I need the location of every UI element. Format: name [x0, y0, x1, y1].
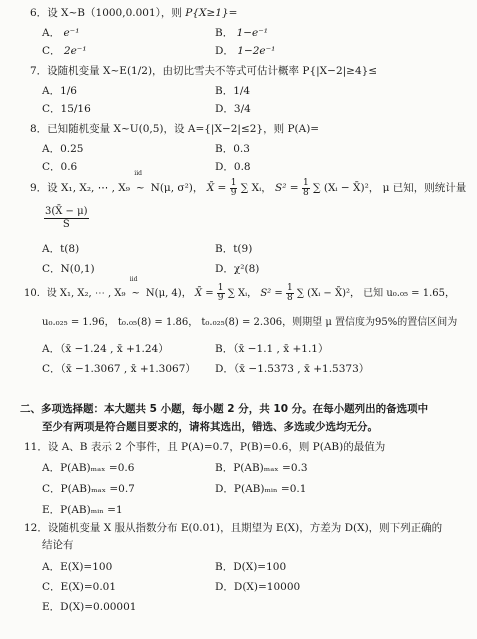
question-10-stem: 10．设 X₁, X₂, ⋯ , X₉ iid ~ N(μ, 4)， X̄ = $\frac{1}{9}$ ∑ Xᵢ， S² = $\frac{1}{8}$ ∑ (Xᵢ − X̄)²， 已知 u₀.₀₅ = 1.65， — [24, 276, 455, 303]
q6-option-b: B． 1−e⁻¹ — [215, 27, 269, 39]
q12-option-c: C．E(X)=0.01 — [42, 581, 117, 593]
q9-statistic: $\frac{3(X̄ - \mu)}{S}$ — [45, 206, 88, 230]
q7-option-c: C．15/16 — [42, 103, 91, 115]
q8-option-a: A．0.25 — [42, 143, 84, 155]
q11-option-b: B．P(AB)ₘₐₓ =0.3 — [215, 462, 308, 474]
section-2-heading-line-2: 至少有两项是符合题目要求的，请将其选出，错选、多选或少选均无分。 — [42, 421, 378, 433]
q6-number: 6． — [30, 7, 48, 19]
q7-option-a: A．1/6 — [42, 85, 77, 97]
q9-option-c: C．N(0,1) — [42, 263, 95, 275]
q7-option-b: B．1/4 — [215, 85, 251, 97]
q6-option-d: D． 1−2e⁻¹ — [215, 45, 276, 57]
question-8-stem: 8．已知随机变量 X~U(0,5)，设 A={|X−2|≤2}，则 P(A)= — [30, 123, 320, 135]
q12-option-a: A．E(X)=100 — [42, 561, 113, 573]
q6-text: 设 X~B（1000,0.001），则 — [47, 7, 182, 19]
question-12-stem-line-2: 结论有 — [42, 539, 74, 551]
q9-option-a: A．t(8) — [42, 243, 80, 255]
q8-option-c: C．0.6 — [42, 161, 78, 173]
q8-option-b: B．0.3 — [215, 143, 250, 155]
question-12-stem-line-1: 12．设随机变量 X 服从指数分布 E(0.01)，且期望为 E(X)，方差为 D(X)，则下列正确的 — [24, 522, 443, 534]
q7-option-d: D．3/4 — [215, 103, 251, 115]
q10-option-c: C．（x̄ −1.3067 , x̄ +1.3067） — [42, 363, 196, 375]
q12-option-e: E．D(X)=0.00001 — [42, 601, 137, 613]
q9-option-b: B．t(9) — [215, 243, 253, 255]
question-9-stem: 9．设 X₁, X₂, ⋯ , X₉ iid ~ N(μ, σ²)， X̄ = $\frac{1}{9}$ ∑ Xᵢ， S² = $\frac{1}{8}$ ∑ (Xᵢ − X̄)²， μ 已知，则统计量 — [30, 170, 467, 198]
question-7-stem: 7．设随机变量 X~E(1/2)，由切比雪夫不等式可估计概率 P{|X−2|≥4}≤ — [30, 65, 378, 77]
q11-option-a: A．P(AB)ₘₐₓ =0.6 — [42, 462, 135, 474]
q10-line-2: u₀.₀₂₅ = 1.96， t₀.₀₅(8) = 1.86， t₀.₀₂₅(8) = 2.306，则期望 μ 置信度为95%的置信区间为 — [42, 317, 458, 328]
q11-option-e: E．P(AB)ₘᵢₙ =1 — [42, 504, 123, 516]
section-2-heading-line-1: 二、多项选择题：本大题共 5 小题，每小题 2 分，共 10 分。在每小题列出的备选项中 — [20, 403, 429, 415]
q11-option-d: D．P(AB)ₘᵢₙ =0.1 — [215, 483, 307, 495]
q8-option-d: D．0.8 — [215, 161, 251, 173]
q6-option-a: A． e⁻¹ — [42, 27, 80, 39]
q10-option-a: A．（x̄ −1.24 , x̄ +1.24） — [42, 343, 169, 355]
question-11-stem: 11．设 A、B 表示 2 个事件，且 P(A)=0.7，P(B)=0.6，则 P(AB)的最值为 — [24, 441, 386, 453]
q9-option-d: D．χ²(8) — [215, 263, 260, 275]
q6-expr: P{X≥1}= — [185, 7, 238, 19]
q10-option-d: D．（x̄ −1.5373 , x̄ +1.5373） — [215, 363, 370, 375]
question-6-stem — [30, 6, 237, 20]
q6-option-c: C． 2e⁻¹ — [42, 45, 87, 57]
q12-option-d: D．D(X)=10000 — [215, 581, 301, 593]
q10-option-b: B．（x̄ −1.1 , x̄ +1.1） — [215, 343, 329, 355]
q11-option-c: C．P(AB)ₘₐₓ =0.7 — [42, 483, 135, 495]
q12-option-b: B．D(X)=100 — [215, 561, 287, 573]
